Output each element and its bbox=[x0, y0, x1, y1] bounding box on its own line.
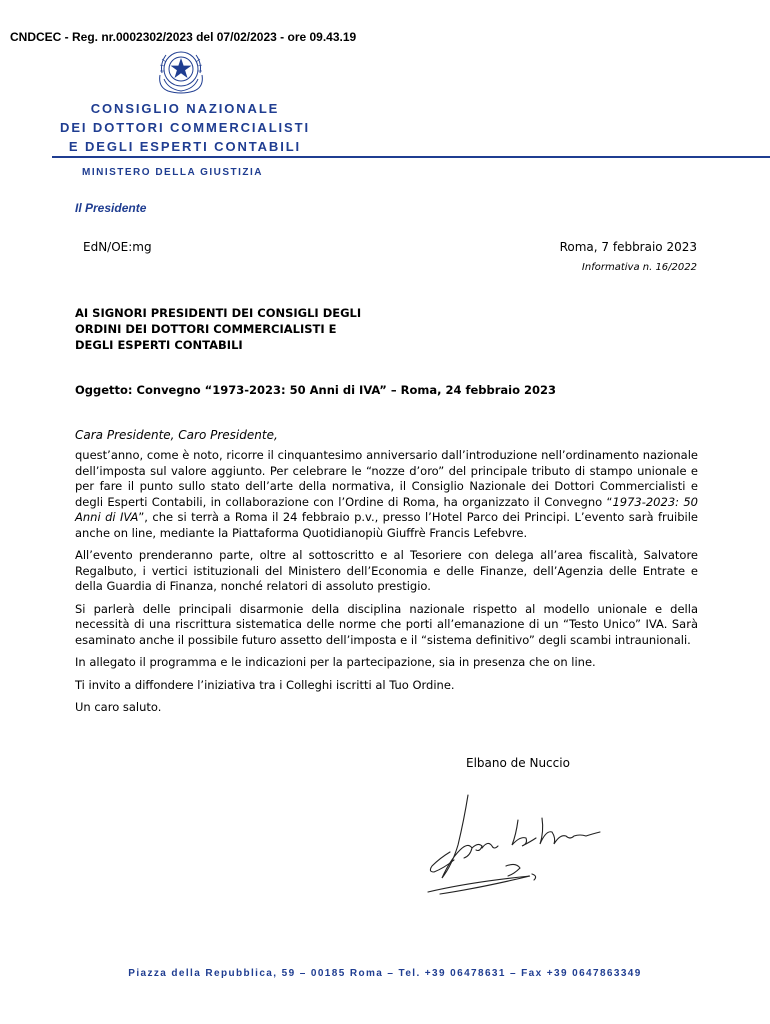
signer-name: Elbano de Nuccio bbox=[466, 756, 570, 770]
reference-code: EdN/OE:mg bbox=[83, 240, 152, 254]
addressee-block bbox=[75, 305, 361, 353]
paragraph-1 bbox=[75, 448, 698, 541]
paragraph-4: In allegato il programma e le indicazioni per la partecipazione, sia in presenza che on line. bbox=[75, 655, 596, 669]
salutation: Cara Presidente, Caro Presidente, bbox=[75, 428, 278, 442]
org-line-2: DEI DOTTORI COMMERCIALISTI bbox=[60, 120, 310, 135]
header-divider bbox=[52, 156, 770, 158]
org-line-3: E DEGLI ESPERTI CONTABILI bbox=[68, 139, 302, 154]
informativa-number: Informativa n. 16/2022 bbox=[581, 262, 697, 273]
handwritten-signature bbox=[420, 790, 610, 900]
footer-address: Piazza della Repubblica, 59 – 00185 Roma – Tel. +39 06478631 – Fax +39 0647863349 bbox=[128, 968, 642, 979]
place-date: Roma, 7 febbraio 2023 bbox=[559, 240, 697, 254]
paragraph-6: Un caro saluto. bbox=[75, 700, 162, 714]
addressee-line-3: DEGLI ESPERTI CONTABILI bbox=[75, 338, 243, 352]
paragraph-1-text-a: quest’anno, come è noto, ricorre il cinquantesimo anniversario dall’introduzione nell’ordinamento nazionale dell’imposta sul valore aggiunto. Per celebrare le “nozze d’oro” del principale tributo di stampo unionale e per fare il punto sullo stato dell’arte della normativa, il Consiglio Nazionale dei Dottori Commercialisti e degli Esperti Contabili, in collaborazione con l’Ordine di Roma, ha organizzato il Convegno “ bbox=[75, 448, 698, 509]
addressee-line-1: AI SIGNORI PRESIDENTI DEI CONSIGLI DEGLI bbox=[75, 306, 362, 320]
addressee-line-2: ORDINI DEI DOTTORI COMMERCIALISTI E bbox=[75, 322, 337, 336]
subject-line: Oggetto: Convegno “1973-2023: 50 Anni di IVA” – Roma, 24 febbraio 2023 bbox=[75, 383, 557, 397]
registration-stamp: CNDCEC - Reg. nr.0002302/2023 del 07/02/2023 - ore 09.43.19 bbox=[10, 30, 357, 44]
paragraph-3: Si parlerà delle principali disarmonie della disciplina nazionale rispetto al modello unionale e della necessità di una riscrittura sistematica delle norme che porti all’emanazione di un “Testo Unico” IVA. Sarà esaminato anche il possibile futuro assetto dell’imposta e il “sistema definitivo” degli scambi intraunionali. bbox=[75, 601, 698, 647]
paragraph-1-text-b: ”, che si terrà a Roma il 24 febbraio p.v., presso l’Hotel Parco dei Principi. L’evento sarà fruibile anche on line, mediante la Piattaforma Quotidianopiù Giuffrè Francis Lefebvre. bbox=[75, 510, 698, 540]
letter-body bbox=[75, 448, 698, 723]
italian-republic-emblem-icon bbox=[154, 45, 208, 95]
organization-name bbox=[50, 99, 320, 156]
role-label: Il Presidente bbox=[75, 201, 147, 215]
paragraph-5: Ti invito a diffondere l’iniziativa tra i Colleghi iscritti al Tuo Ordine. bbox=[75, 677, 455, 692]
paragraph-2: All’evento prenderanno parte, oltre al sottoscritto e al Tesoriere con delega all’area fiscalità, Salvatore Regalbuto, i vertici istituzionali del Ministero dell’Economia e delle Finanze, dell’Agenzia delle Entrate e della Guardia di Finanza, nonché relatori di assoluto prestigio. bbox=[75, 548, 698, 593]
event-title: 1973-2023: 50 Anni di IVA bbox=[75, 494, 698, 524]
org-line-1: CONSIGLIO NAZIONALE bbox=[90, 101, 280, 116]
ministry-label: MINISTERO DELLA GIUSTIZIA bbox=[82, 167, 264, 178]
